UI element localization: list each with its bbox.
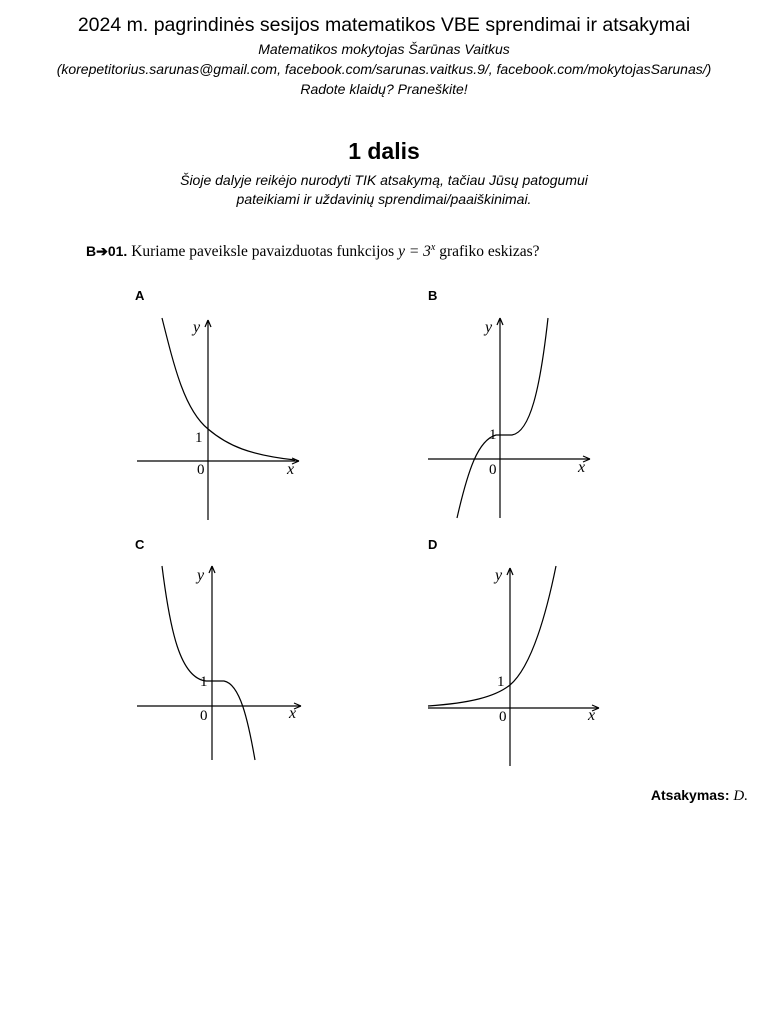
- option-label-d: D: [428, 537, 438, 552]
- graph-a: [137, 318, 299, 520]
- x-label-d: x: [588, 707, 596, 724]
- function-base: y = 3: [398, 243, 431, 261]
- question-prompt: Kuriame paveiksle pavaizduotas funkcijos: [131, 243, 395, 261]
- question-number: B➔01.: [86, 243, 128, 260]
- y-label-d: y: [495, 567, 503, 584]
- author-line: Matematikos mokytojas Šarūnas Vaitkus: [258, 41, 510, 57]
- errors-note: Radote klaidų? Praneškite!: [300, 81, 468, 97]
- option-label-a: A: [135, 288, 145, 303]
- document-title: 2024 m. pagrindinės sesijos matematikos VBE sprendimai ir atsakymai: [77, 14, 691, 36]
- curve-c: [162, 566, 255, 760]
- answer-label: Atsakymas:: [650, 787, 730, 803]
- curve-a: [162, 318, 295, 460]
- option-label-b: B: [428, 288, 438, 303]
- question-prompt-end: grafiko eskizas?: [439, 243, 540, 261]
- x-label-a: x: [287, 461, 295, 478]
- option-label-c: C: [135, 537, 145, 552]
- part-description: Šioje dalyje reikėjo nurodyti TIK atsakymą, tačiau Jūsų patogumui pateikiami ir uždavinių sprendimai/paaiškinimai.: [180, 172, 588, 207]
- x-label-c: x: [289, 705, 297, 722]
- function-exponent: x: [430, 242, 436, 253]
- curve-b: [457, 318, 548, 518]
- x-label-b: x: [578, 459, 586, 476]
- origin-label-c: 0: [200, 708, 208, 724]
- origin-label-b: 0: [489, 462, 497, 478]
- curve-d: [428, 566, 556, 706]
- y-label-a: y: [193, 319, 201, 336]
- y-label-c: y: [197, 567, 205, 584]
- origin-label-d: 0: [499, 709, 507, 725]
- origin-label-a: 0: [197, 462, 205, 478]
- intercept-label-d: 1: [497, 674, 505, 690]
- intercept-label-b: 1: [489, 427, 497, 443]
- graph-d: [428, 566, 599, 766]
- intercept-label-a: 1: [195, 430, 203, 446]
- graph-c: [137, 566, 301, 760]
- contacts-line: (korepetitorius.sarunas@gmail.com, facebook.com/sarunas.vaitkus.9/, facebook.com/mokytojasSarunas/): [56, 61, 712, 77]
- answer-line: [651, 787, 748, 805]
- graph-b: [428, 318, 590, 518]
- y-label-b: y: [485, 319, 493, 336]
- answer-value: D.: [733, 788, 748, 804]
- intercept-label-c: 1: [200, 674, 208, 690]
- part-title: 1 dalis: [348, 138, 420, 164]
